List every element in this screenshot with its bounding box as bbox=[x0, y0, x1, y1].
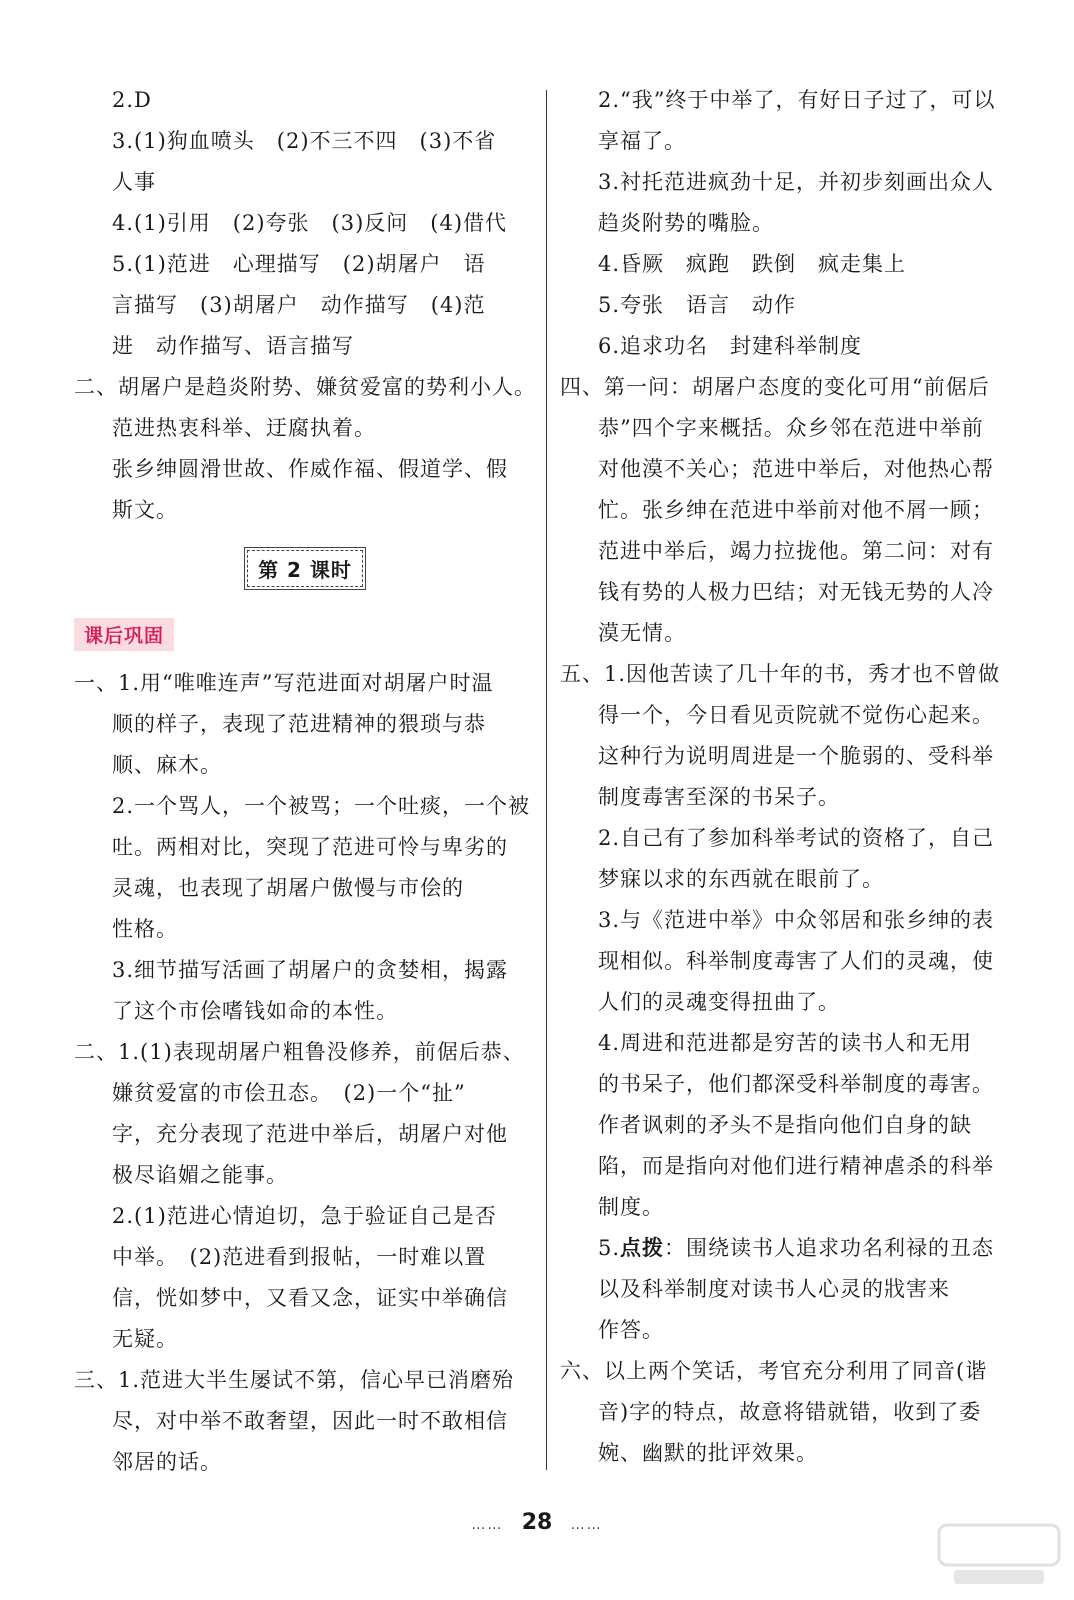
text-line: 斯文。 bbox=[112, 498, 178, 522]
tip-keyword: 点拨 bbox=[620, 1236, 665, 1260]
text-line: 3.(1)狗血喷头 (2)不三不四 (3)不省 bbox=[112, 129, 497, 153]
text-line: 二、胡屠户是趋炎附势、嫌贫爱富的势利小人。 bbox=[74, 375, 536, 399]
text-line: 钱有势的人极力巴结；对无钱无势的人冷 bbox=[598, 580, 994, 604]
section-tag-wrap bbox=[74, 605, 536, 663]
text-line: 张乡绅圆滑世故、作威作福、假道学、假 bbox=[112, 457, 508, 481]
text-line: 忙。张乡绅在范进中举前对他不屑一顾； bbox=[598, 498, 994, 522]
text-line: 2.自己有了参加科举考试的资格了，自己 bbox=[598, 826, 995, 850]
text-line: 音)字的特点，故意将错就错，收到了委 bbox=[598, 1400, 982, 1424]
text-line: 信，恍如梦中，又看又念，证实中举确信 bbox=[112, 1286, 508, 1310]
text-line: 进 动作描写、语言描写 bbox=[112, 334, 354, 358]
text-line: 了这个市侩嗜钱如命的本性。 bbox=[112, 999, 398, 1023]
page-number: 28 bbox=[521, 1510, 553, 1535]
text-line: 享福了。 bbox=[598, 129, 686, 153]
text-line: 4.周进和范进都是穷苦的读书人和无用 bbox=[598, 1031, 973, 1055]
text-line: 二、1.(1)表现胡屠户粗鲁没修养，前倨后恭、 bbox=[74, 1040, 525, 1064]
text-line: 2.一个骂人，一个被骂；一个吐痰，一个被 bbox=[112, 794, 531, 818]
text-line: 现相似。科举制度毒害了人们的灵魂，使 bbox=[598, 949, 994, 973]
text-line: 一、1.用“唯唯连声”写范进面对胡屠户时温 bbox=[74, 671, 494, 695]
text-line: 梦寐以求的东西就在眼前了。 bbox=[598, 867, 884, 891]
text-line: 6.追求功名 封建科举制度 bbox=[598, 334, 863, 358]
text-line: 性格。 bbox=[112, 917, 178, 941]
text-line: 范进热衷科举、迂腐执着。 bbox=[112, 416, 376, 440]
text-line: 4.昏厥 疯跑 跌倒 疯走集上 bbox=[598, 252, 907, 276]
text-line: 2.D bbox=[112, 88, 152, 112]
left-column bbox=[74, 80, 536, 1483]
text-line: 对他漠不关心；范进中举后，对他热心帮 bbox=[598, 457, 994, 481]
lesson-heading-wrap bbox=[74, 531, 536, 605]
text-line: 吐。两相对比，突现了范进可怜与卑劣的 bbox=[112, 835, 508, 859]
text-line: 中举。 (2)范进看到报帖，一时难以置 bbox=[112, 1245, 487, 1269]
text-line: 趋炎附势的嘴脸。 bbox=[598, 211, 774, 235]
right-column bbox=[560, 80, 1006, 1474]
text-line: 5.(1)范进 心理描写 (2)胡屠户 语 bbox=[112, 252, 486, 276]
text-line: 言描写 (3)胡屠户 动作描写 (4)范 bbox=[112, 293, 486, 317]
text-line: 制度。 bbox=[598, 1195, 664, 1219]
text-line: 灵魂，也表现了胡屠户傲慢与市侩的 bbox=[112, 876, 464, 900]
text-line: 婉、幽默的批评效果。 bbox=[598, 1441, 818, 1465]
text-line: 人事 bbox=[112, 170, 156, 194]
text-line: 尽，对中举不敢奢望，因此一时不敢相信 bbox=[112, 1409, 508, 1433]
text-line: 得一个，今日看见贡院就不觉伤心起来。 bbox=[598, 703, 994, 727]
text-line: 3.细节描写活画了胡屠户的贪婪相，揭露 bbox=[112, 958, 509, 982]
text-line: 以及科举制度对读书人心灵的戕害来 bbox=[598, 1277, 950, 1301]
text-line: 2.(1)范进心情迫切，急于验证自己是否 bbox=[112, 1204, 497, 1228]
text-line: 4.(1)引用 (2)夸张 (3)反问 (4)借代 bbox=[112, 211, 508, 235]
text-line: 人们的灵魂变得扭曲了。 bbox=[598, 990, 840, 1014]
watermark-logo-icon bbox=[934, 1520, 1064, 1590]
text-line: 三、1.范进大半生屡试不第，信心早已消磨殆 bbox=[74, 1368, 515, 1392]
text-line: 无疑。 bbox=[112, 1327, 178, 1351]
text-line: 字，充分表现了范进中举后，胡屠户对他 bbox=[112, 1122, 508, 1146]
page-footer bbox=[0, 1510, 1074, 1535]
text-line: 2.“我”终于中举了，有好日子过了，可以 bbox=[598, 88, 996, 112]
text-line: 五、1.因他苦读了几十年的书，秀才也不曾做 bbox=[560, 662, 1001, 686]
text-line: 漠无情。 bbox=[598, 621, 686, 645]
section-tag: 课后巩固 bbox=[74, 618, 174, 651]
text-line: 5.夸张 语言 动作 bbox=[598, 293, 797, 317]
text-line: 嫌贫爱富的市侩丑态。 (2)一个“扯” bbox=[112, 1081, 466, 1105]
text-line: 顺、麻木。 bbox=[112, 753, 222, 777]
text-line: 顺的样子，表现了范进精神的猥琐与恭 bbox=[112, 712, 486, 736]
text-line: 极尽谄媚之能事。 bbox=[112, 1163, 288, 1187]
text-line: 陷，而是指向对他们进行精神虐杀的科举 bbox=[598, 1154, 994, 1178]
text-line: 邻居的话。 bbox=[112, 1450, 222, 1474]
column-divider bbox=[546, 90, 547, 1470]
lesson-heading: 第 2 课时 bbox=[247, 550, 363, 587]
text-line: 的书呆子，他们都深受科举制度的毒害。 bbox=[598, 1072, 994, 1096]
text-line: 范进中举后，竭力拉拢他。第二问：对有 bbox=[598, 539, 994, 563]
footer-dots-left: …… bbox=[471, 1517, 504, 1533]
text-line: 3.衬托范进疯劲十足，并初步刻画出众人 bbox=[598, 170, 995, 194]
text-line: 六、以上两个笑话，考官充分利用了同音(谐 bbox=[560, 1359, 988, 1383]
text-line: 制度毒害至深的书呆子。 bbox=[598, 785, 840, 809]
text-line: 作者讽刺的矛头不是指向他们自身的缺 bbox=[598, 1113, 972, 1137]
text-line: 5.点拨：围绕读书人追求功名利禄的丑态 bbox=[598, 1236, 995, 1260]
text-line: 四、第一问：胡屠户态度的变化可用“前倨后 bbox=[560, 375, 990, 399]
text-line: 3.与《范进中举》中众邻居和张乡绅的表 bbox=[598, 908, 995, 932]
text-line: 恭”四个字来概括。众乡邻在范进中举前 bbox=[598, 416, 984, 440]
text-line: 作答。 bbox=[598, 1318, 664, 1342]
footer-dots-right: …… bbox=[570, 1517, 603, 1533]
text-line: 这种行为说明周进是一个脆弱的、受科举 bbox=[598, 744, 994, 768]
